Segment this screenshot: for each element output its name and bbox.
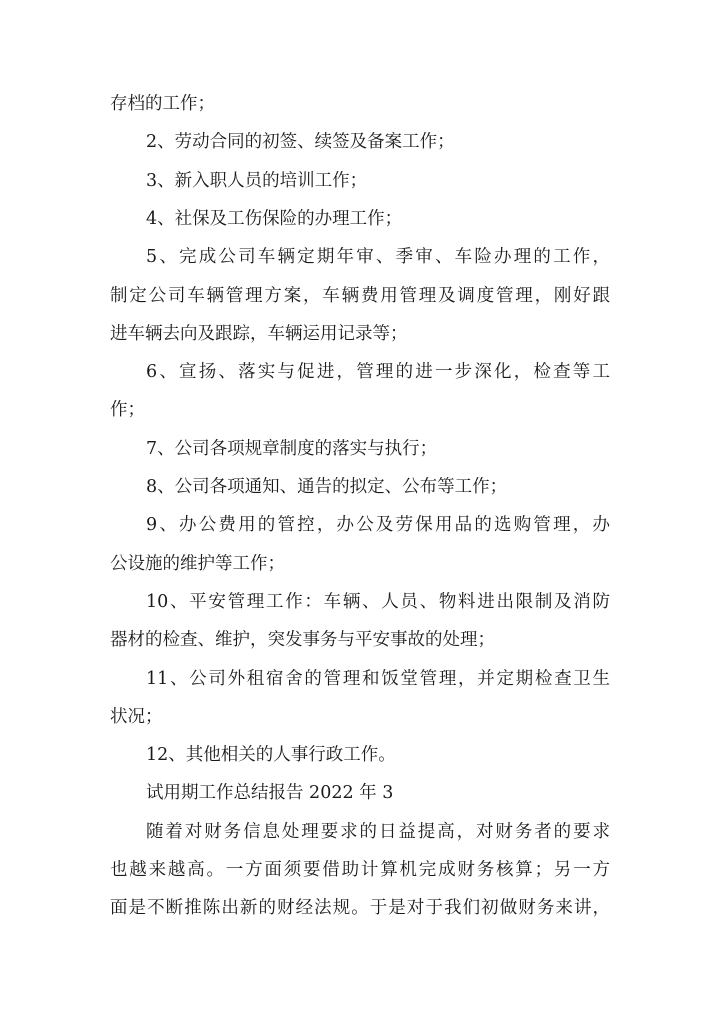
text-line: 8、公司各项通知、通告的拟定、公布等工作； (146, 477, 508, 497)
text-line: 也越来越高。一方面须要借助计算机完成财务核算；另一方 (110, 860, 610, 880)
text-line: 7、公司各项规章制度的落实与执行； (146, 439, 438, 459)
text-line: 5、完成公司车辆定期年审、季审、车险办理的工作， (146, 247, 610, 267)
text-line: 随着对财务信息处理要求的日益提高，对财务者的要求 (146, 822, 610, 842)
text-line: 公设施的维护等工作； (110, 554, 285, 574)
text-line: 存档的工作； (110, 94, 215, 114)
text-line: 制定公司车辆管理方案，车辆费用管理及调度管理，刚好跟 (110, 286, 610, 306)
text-line: 4、社保及工伤保险的办理工作； (146, 209, 403, 229)
text-line: 2、劳动合同的初签、续签及备案工作； (146, 132, 455, 152)
text-line: 器材的检查、维护，突发事务与平安事故的处理； (110, 630, 495, 650)
text-line: 12、其他相关的人事行政工作。 (146, 745, 396, 765)
text-line: 10、平安管理工作：车辆、人员、物料进出限制及消防 (146, 592, 610, 612)
text-line: 3、新入职人员的培训工作； (146, 171, 368, 191)
text-line: 面是不断推陈出新的财经法规。于是对于我们初做财务来讲， (110, 898, 610, 918)
text-line: 状况； (110, 707, 163, 727)
text-line: 9、办公费用的管控，办公及劳保用品的选购管理，办 (146, 515, 610, 535)
section-heading: 试用期工作总结报告 2022 年 3 (146, 783, 394, 803)
text-line: 11、公司外租宿舍的管理和饭堂管理，并定期检查卫生 (146, 669, 610, 689)
text-line: 进车辆去向及跟踪，车辆运用记录等； (110, 324, 408, 344)
text-line: 作； (110, 400, 145, 420)
text-line: 6、宣扬、落实与促进，管理的进一步深化，检查等工 (146, 362, 610, 382)
